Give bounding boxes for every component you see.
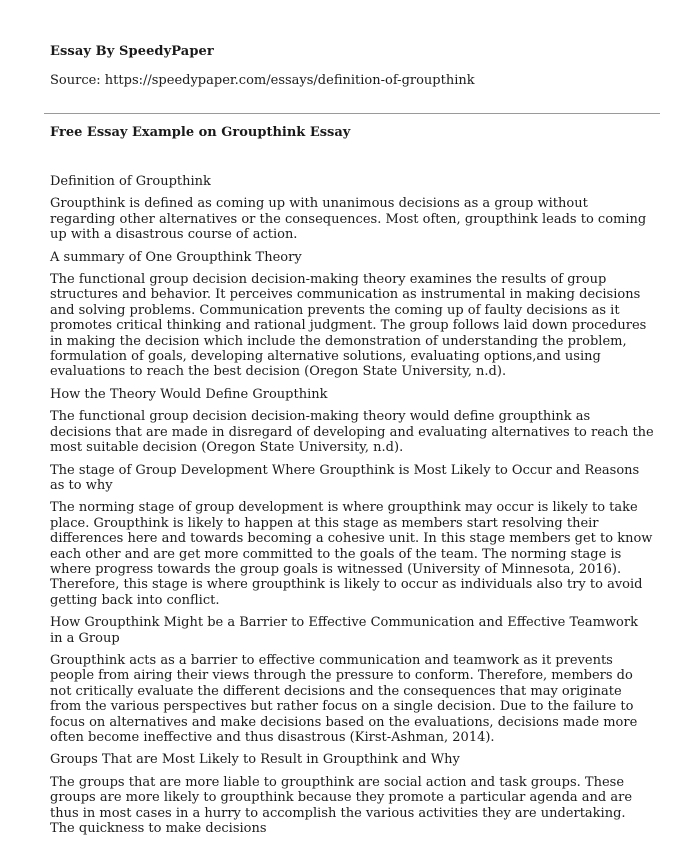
section-paragraph: Groupthink is defined as coming up with unanimous decisions as a group without regarding other alternatives or the consequences. Most often, groupthink leads to coming up with a disastrous course of action. (50, 196, 647, 243)
section-theory-definition (50, 387, 654, 456)
section-paragraph: The norming stage of group development is where groupthink may occur is likely to take place. Groupthink is likely to happen at this stage as members start resolving their differences here and towards becoming a cohesive unit. In this stage members get to know each other and are get more committed to the goals of the team. The norming stage is where progress towards the group goals is witnessed (University of Minnesota, 2016). Therefore, this stage is where groupthink is likely to occur as individuals also try to avoid getting back into conflict. (50, 500, 653, 608)
essay-body (50, 174, 654, 836)
header-divider (44, 113, 660, 114)
section-paragraph: Groupthink acts as a barrier to effective communication and teamwork as it prevents people from airing their views through the pressure to conform. Therefore, members do not critically evaluate the different decisions and the consequences that may originate from the various perspectives but rather focus on a single decision. Due to the failure to focus on alternatives and make decisions based on the evaluations, decisions made more often become ineffective and thus disastrous (Kirst-Ashman, 2014). (50, 652, 638, 745)
section-heading: How Groupthink Might be a Barrier to Effective Communication and Effective Teamwork in a Group (50, 615, 638, 646)
brand-title: Essay By SpeedyPaper (50, 44, 214, 59)
section-group-development-stage (50, 463, 654, 609)
section-heading: Groups That are Most Likely to Result in Groupthink and Why (50, 752, 460, 768)
section-definition (50, 174, 654, 243)
section-paragraph: The functional group decision decision-making theory examines the results of group structures and behavior. It perceives communication as instrumental in making decisions and solving problems. Communication prevents the coming up of faulty decisions as it promotes critical thinking and rational judgment. The group follows laid down procedures in making the decision which include the demonstration of understanding the problem, formulation of goals, developing alternative solutions, evaluating options,and using evaluations to reach the best decision (Oregon State University, n.d). (50, 272, 647, 380)
section-heading: Definition of Groupthink (50, 174, 211, 189)
section-theory-summary (50, 250, 654, 380)
section-paragraph: The functional group decision decision-making theory would define groupthink as decisions that are made in disregard of developing and evaluating alternatives to reach the most suitable decision (Oregon State University, n.d). (50, 409, 654, 456)
section-heading: The stage of Group Development Where Groupthink is Most Likely to Occur and Reasons as to why (50, 462, 640, 493)
section-heading: A summary of One Groupthink Theory (50, 249, 302, 265)
essay-title: Free Essay Example on Groupthink Essay (50, 125, 351, 140)
section-groups-likely (50, 752, 654, 836)
section-barrier (50, 615, 654, 745)
section-heading: How the Theory Would Define Groupthink (50, 386, 328, 402)
source-line: Source: https://speedypaper.com/essays/definition-of-groupthink (50, 73, 475, 88)
section-paragraph: The groups that are more liable to groupthink are social action and task groups. These groups are more likely to groupthink because they promote a particular agenda and are thus in most cases in a hurry to accomplish the various activities they are undertaking. The quickness to make decisions (50, 774, 633, 837)
